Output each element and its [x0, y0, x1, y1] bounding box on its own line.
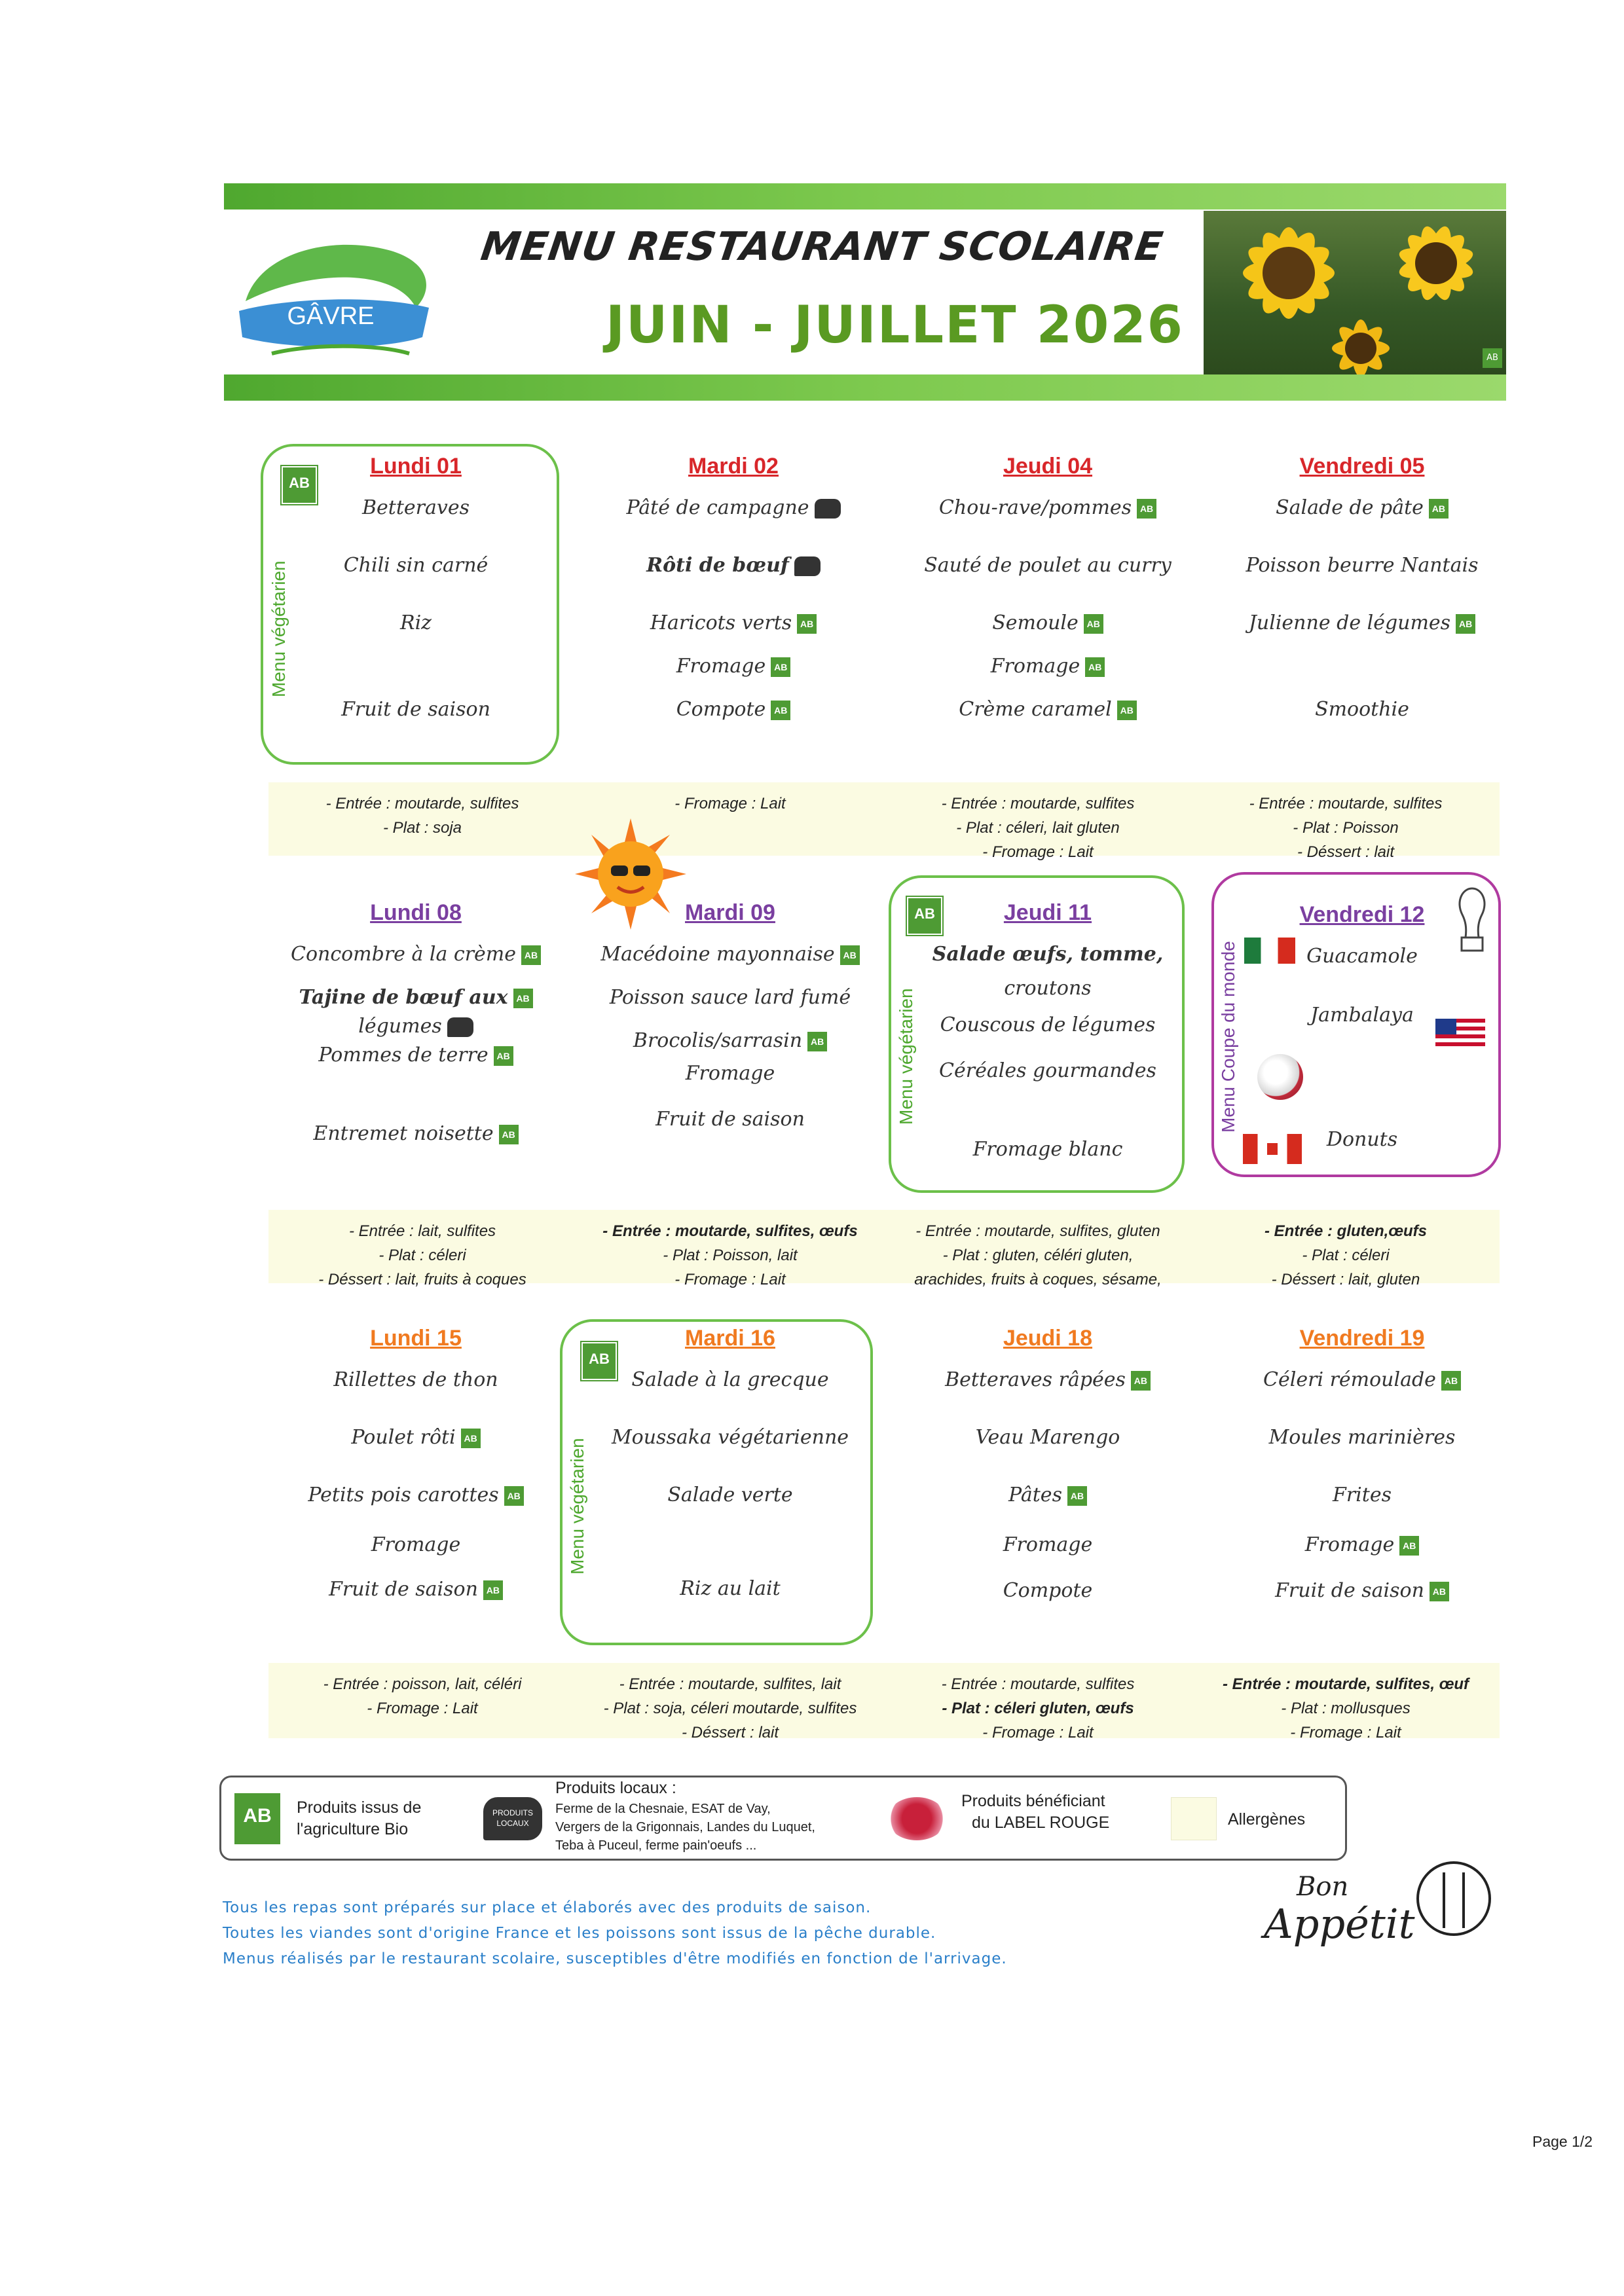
ab-organic-icon: AB: [1085, 657, 1105, 677]
dish: Crème caramel AB: [894, 695, 1202, 738]
ab-organic-icon: AB: [840, 945, 860, 965]
allergens-jeudi-11: - Entrée : moutarde, sulfites, gluten - Plat : gluten, céléri gluten, arachides, fruits à coques, sésame,: [914, 1222, 1162, 1288]
world-cup-trophy-icon: [1452, 885, 1492, 957]
dish: Fruit de saison: [655, 1108, 805, 1131]
day-title: Lundi 08: [370, 900, 462, 925]
day-mardi-16: [576, 1326, 884, 1632]
day-vendredi-19: [1208, 1326, 1516, 1634]
ab-organic-icon: AB: [521, 945, 541, 965]
ab-organic-icon: AB: [499, 1125, 519, 1144]
local-product-icon: [794, 556, 821, 576]
dish: Fruit de saison: [341, 698, 490, 721]
world-cup-menu-label: Menu Coupe du monde: [1218, 941, 1238, 1133]
legend-local-title: Produits locaux :: [555, 1779, 676, 1797]
day-title: Mardi 16: [685, 1326, 775, 1351]
ab-organic-icon: AB: [494, 1046, 513, 1066]
day-title: Vendredi 05: [1299, 454, 1425, 479]
svg-text:Bon: Bon: [1297, 1872, 1349, 1902]
allergens-mardi-09: - Entrée : moutarde, sulfites, œufs - Plat : Poisson, lait - Fromage : Lait: [602, 1222, 858, 1288]
allergens-mardi-16: - Entrée : moutarde, sulfites, lait - Plat : soja, céleri moutarde, sulfites - Déssert : lait: [603, 1675, 857, 1741]
ab-organic-legend-icon: AB: [234, 1793, 280, 1844]
usa-flag-icon: [1435, 1019, 1485, 1048]
dish: Concombre à la crème AB: [262, 940, 570, 983]
day-title: Lundi 15: [370, 1326, 462, 1351]
dish: Salade verte: [667, 1484, 793, 1506]
dish: Betteraves râpées AB: [894, 1366, 1202, 1423]
ab-organic-icon: AB: [797, 614, 817, 634]
day-mardi-02: [580, 454, 887, 738]
dish: Pâté de campagne: [580, 494, 887, 551]
dish: Fruit de saison AB: [262, 1575, 570, 1633]
allergens-vendredi-19: - Entrée : moutarde, sulfites, œuf - Plat : mollusques - Fromage : Lait: [1222, 1675, 1469, 1741]
svg-text:LE: LE: [323, 284, 339, 297]
dish: Sauté de poulet au curry: [924, 554, 1172, 577]
allergens-row-week2: [268, 1210, 1500, 1288]
ab-organic-icon: AB: [1117, 701, 1137, 720]
ab-organic-badge: AB: [581, 1342, 617, 1380]
dish: Haricots verts AB: [580, 609, 887, 652]
page-number: Page 1/2: [1532, 2133, 1593, 2150]
dish: Entremet noisette AB: [262, 1120, 570, 1177]
dish: Petits pois carottes AB: [262, 1481, 570, 1531]
ab-organic-icon: AB: [807, 1032, 827, 1051]
dish: Céréales gourmandes: [939, 1059, 1156, 1082]
local-product-icon: [815, 499, 841, 519]
ab-organic-badge: AB: [282, 466, 317, 504]
menu-title: MENU RESTAURANT SCOLAIRE: [478, 224, 1166, 270]
allergens-lundi-15: - Entrée : poisson, lait, céléri - Fromage : Lait: [323, 1675, 522, 1717]
legend-local-list: Ferme de la Chesnaie, ESAT de Vay, Vergers de la Grigonnais, Landes du Luquet, Teba à Puceul, ferme pain'oeufs ...: [555, 1802, 815, 1853]
ab-organic-badge: AB: [907, 897, 942, 935]
dish: Fromage AB: [580, 652, 887, 695]
dish: Macédoine mayonnaise AB: [576, 940, 884, 983]
dish: Poulet rôti AB: [262, 1423, 570, 1481]
dish: Moules marinières: [1268, 1426, 1456, 1449]
dish: Poisson beurre Nantais: [1246, 554, 1479, 577]
ab-organic-icon: AB: [1067, 1486, 1087, 1506]
allergens-lundi-08: - Entrée : lait, sulfites - Plat : céleri - Déssert : lait, fruits à coques: [318, 1222, 526, 1288]
soccer-ball-icon: [1257, 1054, 1303, 1100]
day-title: Jeudi 18: [1003, 1326, 1093, 1351]
svg-text:Appétit: Appétit: [1264, 1900, 1415, 1948]
day-title: Jeudi 11: [1003, 900, 1092, 925]
dish: Couscous de légumes: [940, 1013, 1156, 1036]
ab-mark: AB: [1483, 348, 1502, 368]
mexico-flag-icon: [1244, 938, 1295, 964]
legend-label-rouge-text: Produits bénéficiant du LABEL ROUGE: [961, 1792, 1110, 1832]
menu-period: JUIN - JUILLET 2026: [606, 296, 1184, 355]
day-title: Jeudi 04: [1003, 454, 1093, 479]
ab-organic-icon: AB: [1456, 614, 1475, 634]
allergens-jeudi-18: - Entrée : moutarde, sulfites - Plat : céleri gluten, œufs - Fromage : Lait: [941, 1675, 1135, 1741]
allergens-vendredi-05: - Entrée : moutarde, sulfites - Plat : Poisson - Déssert : lait: [1249, 795, 1443, 861]
dish: Salade à la grecque: [631, 1368, 829, 1391]
dish: Céleri rémoulade AB: [1208, 1366, 1516, 1423]
ab-organic-icon: AB: [771, 701, 790, 720]
dish: Poisson sauce lard fumé: [609, 986, 851, 1009]
dish: légumes: [262, 1012, 570, 1041]
dish: Jambalaya: [1310, 1004, 1414, 1027]
dish: Veau Marengo: [975, 1426, 1120, 1449]
day-title: Mardi 02: [688, 454, 779, 479]
day-lundi-01: [262, 454, 570, 753]
dish: Compote: [1003, 1579, 1093, 1602]
dish: Fromage: [685, 1062, 775, 1085]
dish: Chou-rave/pommes AB: [894, 494, 1202, 551]
allergens-row-week3: [268, 1663, 1500, 1741]
day-lundi-08: [262, 900, 570, 1177]
label-rouge-legend-icon: [887, 1797, 946, 1840]
allergens-lundi-01: - Entrée : moutarde, sulfites - Plat : soja: [325, 795, 519, 837]
svg-text:GÂVRE: GÂVRE: [287, 302, 375, 330]
dish: Frites: [1333, 1484, 1392, 1506]
ab-organic-icon: AB: [1131, 1371, 1151, 1391]
day-jeudi-04: [894, 454, 1202, 738]
dish: Fruit de saison AB: [1208, 1576, 1516, 1634]
dish: Fromage AB: [1208, 1531, 1516, 1576]
legend-box: [219, 1776, 1347, 1861]
dish: Fromage AB: [894, 652, 1202, 695]
legend-bio-text: Produits issus de l'agriculture Bio: [297, 1798, 422, 1838]
ab-organic-icon: AB: [504, 1486, 524, 1506]
sunflowers-image: [1204, 211, 1506, 374]
vegetarian-menu-label: Menu végétarien: [268, 560, 289, 697]
allergens-legend-swatch: [1171, 1797, 1217, 1840]
dish: Riz au lait: [680, 1577, 781, 1600]
day-lundi-15: [262, 1326, 570, 1633]
dish: Moussaka végétarienne: [611, 1426, 849, 1449]
dish: Smoothie: [1315, 698, 1409, 721]
allergens-row-week1: [268, 782, 1500, 861]
header-top-bar: [224, 183, 1506, 210]
dish: Pommes de terre AB: [262, 1041, 570, 1120]
allergens-mardi-02: - Fromage : Lait: [674, 795, 786, 812]
dish: Tajine de bœuf aux AB: [262, 983, 570, 1012]
day-jeudi-11: [894, 900, 1202, 1193]
ab-organic-icon: AB: [483, 1580, 503, 1600]
dish: Pâtes AB: [894, 1481, 1202, 1531]
dish: Julienne de légumes AB: [1208, 609, 1516, 695]
ab-organic-icon: AB: [1399, 1536, 1419, 1556]
dish: Brocolis/sarrasin AB: [576, 1027, 884, 1059]
dish: Chili sin carné: [343, 554, 489, 577]
dish: Riz: [400, 611, 432, 634]
dish: Rôti de bœuf: [580, 551, 887, 609]
ab-organic-icon: AB: [771, 657, 790, 677]
ab-organic-icon: AB: [513, 989, 533, 1008]
ab-organic-icon: AB: [1441, 1371, 1461, 1391]
day-title: Mardi 09: [685, 900, 775, 925]
dish: Salade œufs, tomme,: [932, 943, 1164, 966]
dish: Rillettes de thon: [333, 1368, 498, 1391]
bon-appetit-logo: [1257, 1846, 1493, 1977]
dish: Semoule AB: [894, 609, 1202, 652]
canada-flag-icon: [1243, 1134, 1302, 1164]
allergens-jeudi-04: - Entrée : moutarde, sulfites - Plat : céleri, lait gluten - Fromage : Lait: [941, 795, 1135, 861]
le-gavre-logo: [232, 229, 442, 360]
dish: Betteraves: [362, 496, 470, 519]
ab-organic-icon: AB: [1084, 614, 1103, 634]
dish: Fromage: [1003, 1533, 1093, 1556]
dish: croutons: [1004, 977, 1092, 1000]
dish: Compote AB: [580, 695, 887, 738]
ab-organic-icon: AB: [1429, 499, 1449, 519]
day-title: Vendredi 19: [1299, 1326, 1425, 1351]
header-bottom-bar: [224, 374, 1506, 401]
allergens-vendredi-12: - Entrée : gluten,œufs - Plat : céleri - Déssert : lait, gluten: [1264, 1222, 1427, 1288]
day-vendredi-05: [1208, 454, 1516, 753]
dish: Guacamole: [1306, 945, 1418, 968]
day-mardi-09: [576, 900, 884, 1163]
day-title: Vendredi 12: [1299, 902, 1425, 927]
day-title: Lundi 01: [370, 454, 462, 479]
vegetarian-menu-label: Menu végétarien: [567, 1438, 587, 1575]
dish: Fromage: [371, 1533, 461, 1556]
ab-organic-icon: AB: [461, 1429, 481, 1448]
vegetarian-menu-label: Menu végétarien: [896, 988, 916, 1125]
local-products-legend-icon: PRODUITS LOCAUX: [483, 1797, 542, 1840]
ab-organic-icon: AB: [1137, 499, 1156, 519]
local-product-icon: [447, 1017, 473, 1037]
dish: Fromage blanc: [972, 1138, 1123, 1161]
day-jeudi-18: [894, 1326, 1202, 1634]
dish: Salade de pâte AB: [1208, 494, 1516, 551]
ab-organic-icon: AB: [1430, 1582, 1449, 1601]
dish: Donuts: [1326, 1128, 1398, 1151]
footer-notes: Tous les repas sont préparés sur place et élaborés avec des produits de saison. Toutes les viandes sont d'origine France et les poissons sont issus de la pêche durable. Menus réalisés par le restaurant scolaire, susceptibles d'être modifiés en fonction de l'arrivage.: [223, 1899, 1007, 1967]
legend-allergens-text: Allergènes: [1228, 1810, 1306, 1829]
